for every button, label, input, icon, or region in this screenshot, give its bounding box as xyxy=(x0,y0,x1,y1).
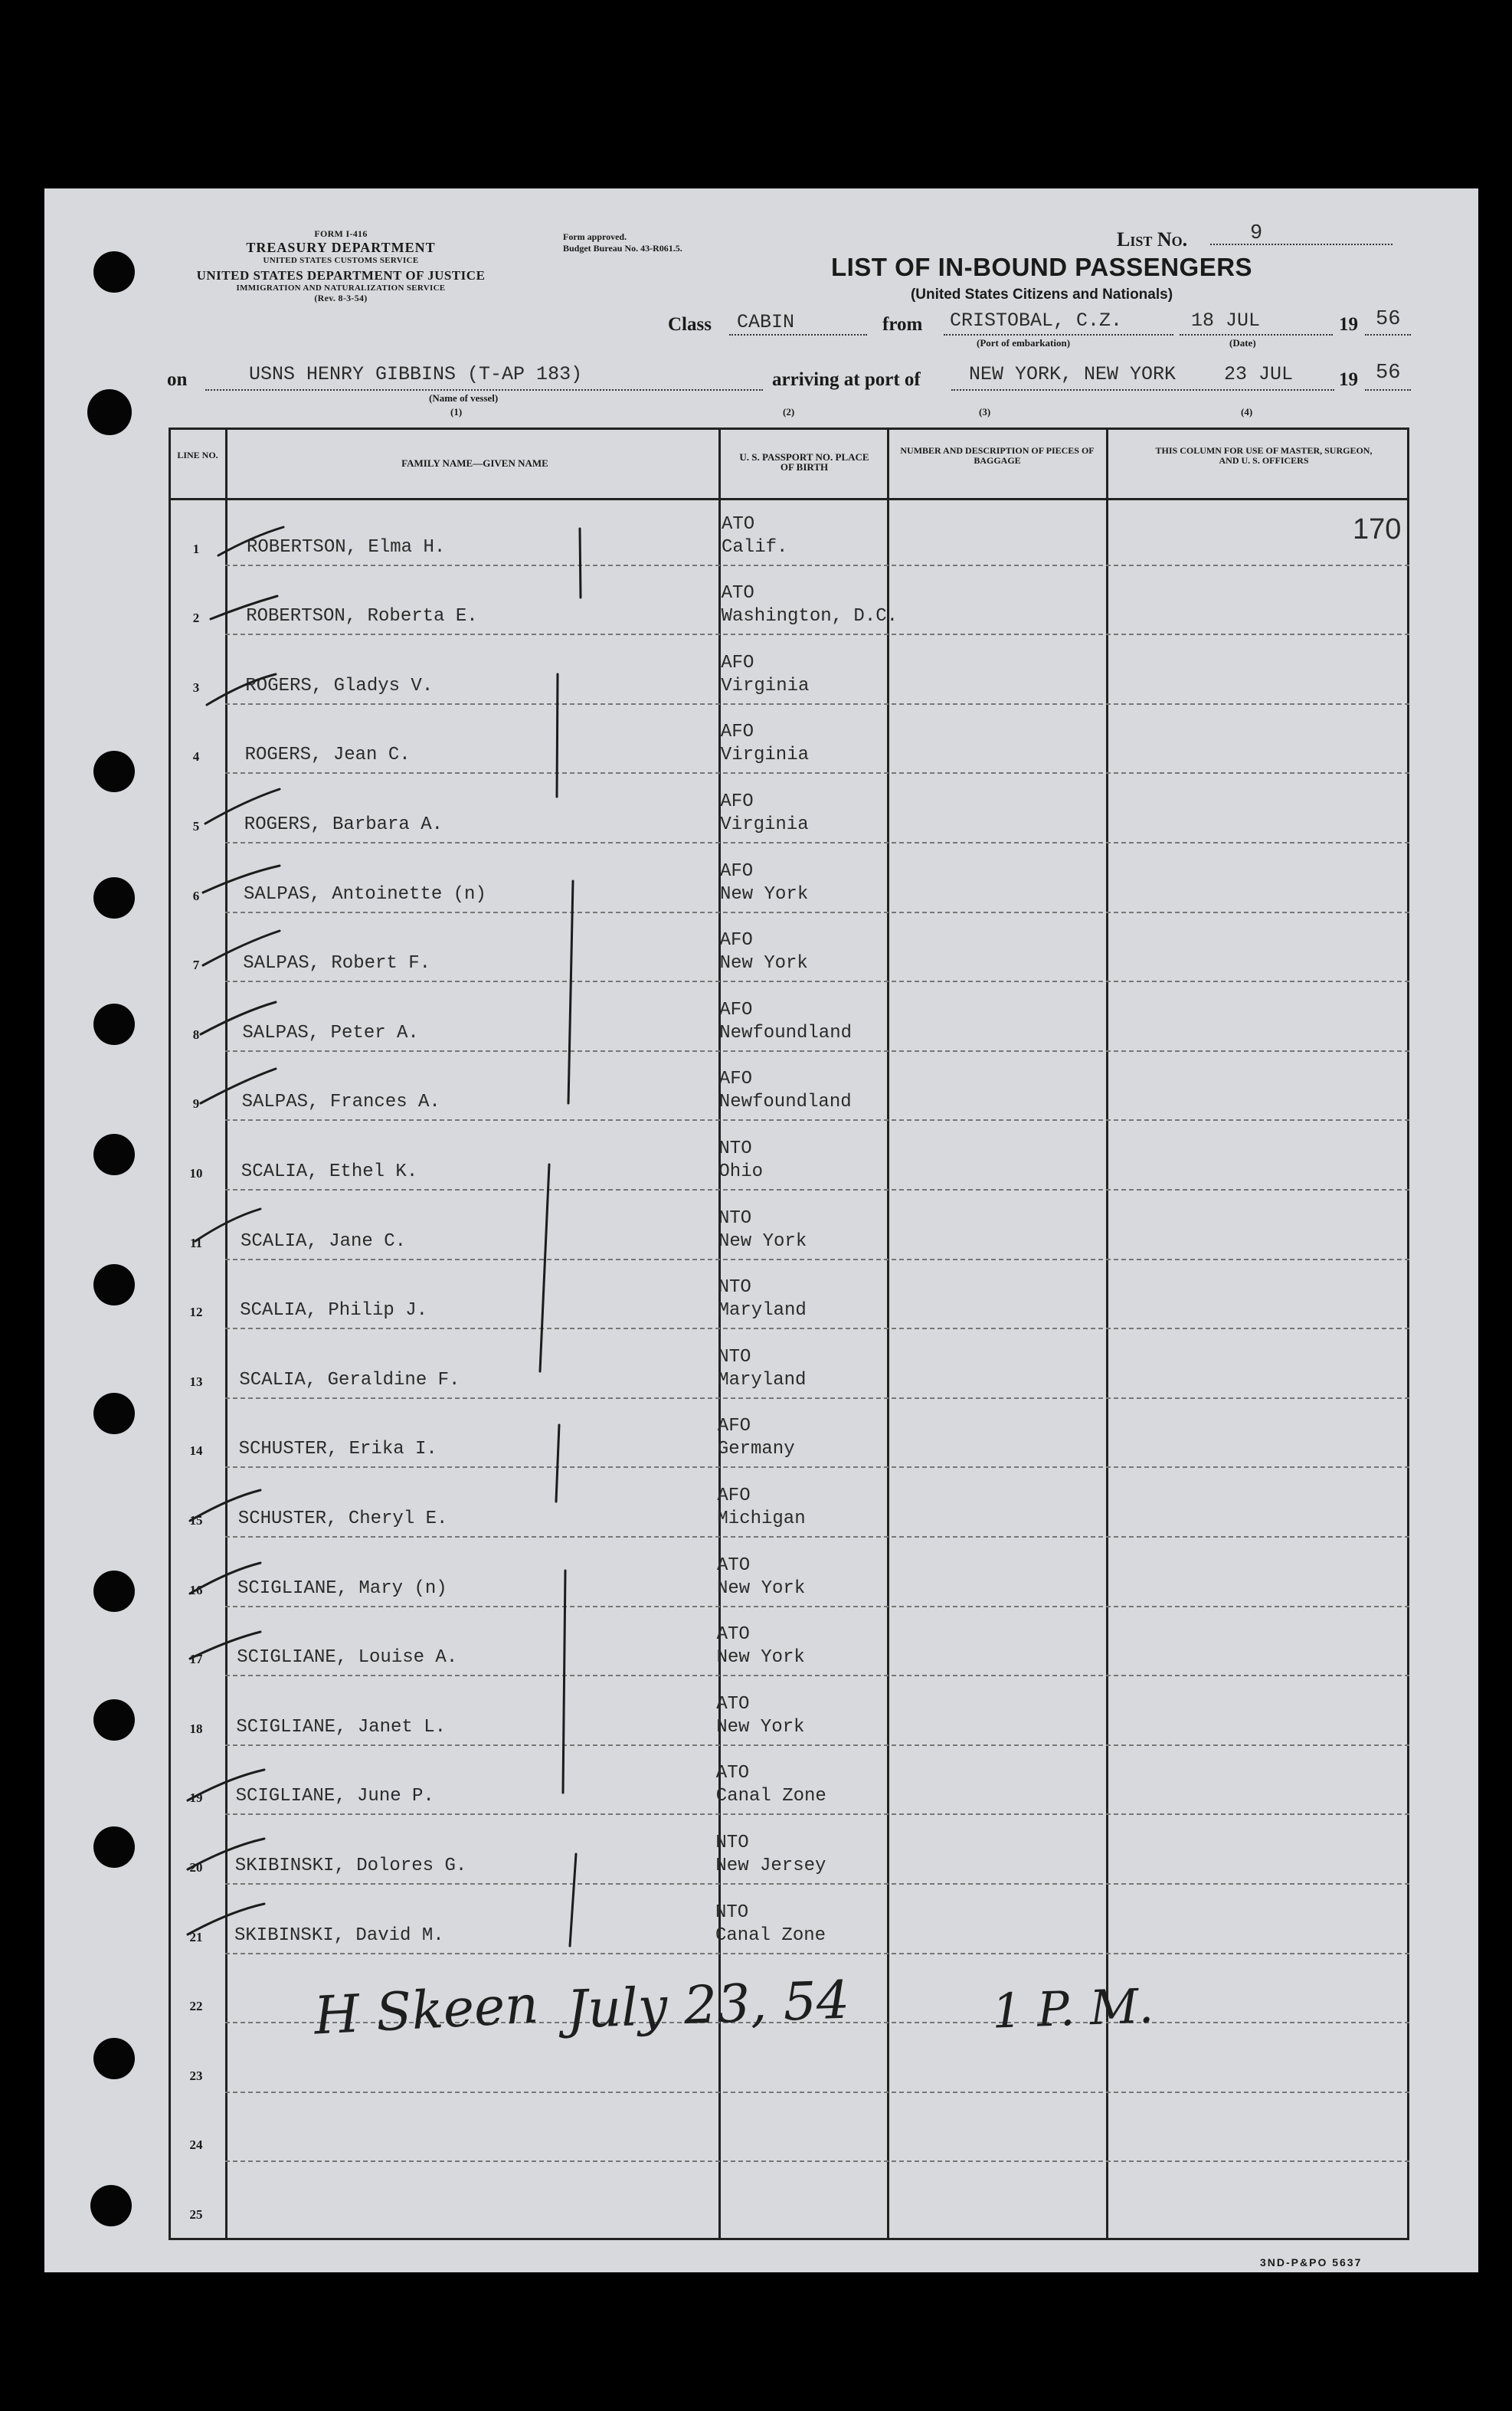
passenger-name: SCALIA, Philip J. xyxy=(240,1300,428,1322)
passenger-name: SALPAS, Robert F. xyxy=(243,953,431,975)
col-number-3: (3) xyxy=(979,406,991,418)
line-number: 17 xyxy=(189,1652,203,1667)
line-number: 11 xyxy=(189,1235,203,1250)
passenger-name: SALPAS, Frances A. xyxy=(241,1092,440,1113)
passport-code: AFO xyxy=(717,1416,751,1437)
col-header-line: LINE NO. xyxy=(177,450,218,460)
passenger-name: SCHUSTER, Cheryl E. xyxy=(237,1509,448,1529)
line-number: 5 xyxy=(192,819,200,834)
passenger-name: ROGERS, Jean C. xyxy=(244,745,411,766)
class-value: CABIN xyxy=(737,311,795,333)
place-of-birth: Maryland xyxy=(718,1369,807,1391)
passenger-name: SALPAS, Antoinette (n) xyxy=(244,883,486,905)
place-of-birth: Maryland xyxy=(718,1300,807,1322)
passport-code: AFO xyxy=(719,930,753,952)
treasury-dept: TREASURY DEPARTMENT xyxy=(246,240,436,255)
line-number: 1 xyxy=(192,541,200,556)
line-number: 18 xyxy=(189,1721,203,1736)
signature-date: July 23, 54 xyxy=(565,1970,851,2041)
passport-code: NTO xyxy=(718,1277,751,1299)
customs-service: UNITED STATES CUSTOMS SERVICE xyxy=(263,256,419,265)
line-number: 2 xyxy=(192,611,200,626)
revision-date: (Rev. 8-3-54) xyxy=(314,293,368,303)
line-number: 8 xyxy=(192,1027,200,1042)
list-no-value: 9 xyxy=(1250,222,1263,245)
line-number: 22 xyxy=(189,1999,203,2014)
passport-code: AFO xyxy=(721,652,754,673)
passport-code: ATO xyxy=(716,1693,750,1715)
line-number: 21 xyxy=(189,1929,203,1944)
place-of-birth: New York xyxy=(717,1577,806,1599)
page-subtitle: (United States Citizens and Nationals) xyxy=(910,287,1173,303)
place-of-birth: Michigan xyxy=(717,1509,806,1529)
col-header-baggage: NUMBER AND DESCRIPTION OF PIECES OF BAGGAGE xyxy=(900,445,1095,466)
passenger-name: SKIBINSKI, David M. xyxy=(234,1925,444,1946)
passport-code: AFO xyxy=(720,860,754,882)
passport-code: ATO xyxy=(722,513,755,535)
signature: H Skeen xyxy=(313,1974,540,2047)
justice-dept: UNITED STATES DEPARTMENT OF JUSTICE xyxy=(196,268,486,283)
place-of-birth: Virginia xyxy=(721,675,810,696)
ins-service: IMMIGRATION AND NATURALIZATION SERVICE xyxy=(236,283,446,293)
line-number: 16 xyxy=(189,1582,203,1597)
passenger-name: SCALIA, Jane C. xyxy=(241,1230,407,1252)
arrival-port-value: NEW YORK, NEW YORK xyxy=(969,363,1177,385)
passport-code: NTO xyxy=(715,1833,749,1853)
place-of-birth: Canal Zone xyxy=(715,1925,826,1946)
line-number: 23 xyxy=(189,2068,203,2083)
arriving-label: arriving at port of xyxy=(772,369,921,390)
place-of-birth: Calif. xyxy=(722,536,788,558)
col-number-1: (1) xyxy=(450,406,463,418)
year-prefix: 19 xyxy=(1339,314,1358,335)
passport-code: ATO xyxy=(717,1554,751,1576)
passport-code: ATO xyxy=(721,583,754,604)
line-number: 25 xyxy=(189,2207,203,2222)
place-of-birth: Virginia xyxy=(720,745,810,766)
line-number: 14 xyxy=(189,1443,203,1459)
passport-code: AFO xyxy=(719,999,753,1020)
passenger-name: SCIGLIANE, Mary (n) xyxy=(237,1577,447,1599)
line-number: 9 xyxy=(192,1096,200,1112)
passenger-name: SALPAS, Peter A. xyxy=(242,1022,419,1043)
passport-code: ATO xyxy=(716,1624,750,1646)
place-of-birth: New York xyxy=(716,1716,805,1738)
passport-code: NTO xyxy=(718,1346,751,1368)
passport-code: NTO xyxy=(718,1138,752,1159)
col-header-name: FAMILY NAME—GIVEN NAME xyxy=(401,457,548,469)
passport-code: AFO xyxy=(717,1486,751,1506)
passport-code: NTO xyxy=(718,1207,752,1229)
passenger-name: SCIGLIANE, Janet L. xyxy=(236,1716,447,1738)
port-embarkation-caption: (Port of embarkation) xyxy=(977,337,1071,349)
place-of-birth: Washington, D.C. xyxy=(721,606,898,627)
passport-code: AFO xyxy=(718,1069,753,1090)
depart-date-value: 18 JUL xyxy=(1191,310,1261,332)
vessel-caption: (Name of vessel) xyxy=(429,392,499,404)
line-number: 3 xyxy=(192,680,200,695)
passenger-name: SCALIA, Geraldine F. xyxy=(239,1369,460,1391)
place-of-birth: Virginia xyxy=(720,814,809,835)
form-approved: Form approved. xyxy=(563,231,627,242)
passenger-name: ROGERS, Gladys V. xyxy=(245,675,434,696)
passport-code: ATO xyxy=(715,1763,750,1784)
signature-time: 1 P. M. xyxy=(990,1977,1155,2039)
from-value: CRISTOBAL, C.Z. xyxy=(950,310,1123,332)
place-of-birth: New York xyxy=(718,1230,807,1252)
col-header-officers: THIS COLUMN FOR USE OF MASTER, SURGEON, AND U. S. OFFICERS xyxy=(1155,445,1373,466)
passenger-name: SCALIA, Ethel K. xyxy=(241,1161,418,1182)
line-number: 12 xyxy=(189,1305,203,1320)
place-of-birth: Newfoundland xyxy=(719,1022,853,1043)
line-number: 7 xyxy=(192,958,200,973)
place-of-birth: New Jersey xyxy=(715,1856,826,1876)
place-of-birth: Germany xyxy=(717,1439,795,1460)
passenger-name: ROBERTSON, Elma H. xyxy=(247,536,446,558)
place-of-birth: New York xyxy=(719,953,808,975)
class-label: Class xyxy=(668,314,712,335)
passenger-name: SCHUSTER, Erika I. xyxy=(238,1439,437,1460)
officer-number: 170 xyxy=(1353,513,1402,545)
line-number: 4 xyxy=(192,749,200,765)
col-header-passport: U. S. PASSPORT NO. PLACE OF BIRTH xyxy=(739,451,869,473)
line-number: 15 xyxy=(189,1513,203,1528)
col-number-4: (4) xyxy=(1241,406,1253,418)
form-number: FORM I-416 xyxy=(314,228,368,239)
place-of-birth: New York xyxy=(720,883,809,905)
date-caption: (Date) xyxy=(1229,337,1256,349)
arrival-date-value: 23 JUL xyxy=(1224,363,1294,385)
passport-code: AFO xyxy=(720,722,754,743)
line-number: 20 xyxy=(189,1860,203,1875)
line-number: 19 xyxy=(189,1790,203,1806)
budget-bureau: Budget Bureau No. 43-R061.5. xyxy=(563,243,682,254)
passenger-name: ROGERS, Barbara A. xyxy=(244,814,443,835)
passenger-name: SCIGLIANE, June P. xyxy=(235,1786,434,1807)
passport-code: AFO xyxy=(720,791,754,812)
line-number: 6 xyxy=(192,888,200,903)
passenger-name: ROBERTSON, Roberta E. xyxy=(246,606,478,627)
place-of-birth: New York xyxy=(716,1647,805,1669)
on-label: on xyxy=(167,369,188,390)
line-number: 13 xyxy=(189,1374,203,1389)
year-prefix-2: 19 xyxy=(1339,369,1358,390)
line-number: 10 xyxy=(189,1166,203,1181)
from-label: from xyxy=(882,314,923,335)
footer-code: 3ND-P&PO 5637 xyxy=(1260,2256,1363,2269)
depart-year-value: 56 xyxy=(1376,308,1401,331)
line-number: 24 xyxy=(189,2137,203,2153)
page-title: LIST OF IN-BOUND PASSENGERS xyxy=(830,253,1253,281)
place-of-birth: Ohio xyxy=(718,1161,763,1182)
passport-code: NTO xyxy=(715,1902,749,1923)
place-of-birth: Canal Zone xyxy=(715,1786,826,1807)
list-no-label: List No. xyxy=(1117,228,1188,251)
passenger-name: SKIBINSKI, Dolores G. xyxy=(234,1856,467,1876)
place-of-birth: Newfoundland xyxy=(718,1092,852,1113)
arrival-year-value: 56 xyxy=(1376,362,1401,385)
passenger-name: SCIGLIANE, Louise A. xyxy=(237,1647,458,1669)
vessel-value: USNS HENRY GIBBINS (T-AP 183) xyxy=(249,363,583,385)
col-number-2: (2) xyxy=(783,406,795,418)
